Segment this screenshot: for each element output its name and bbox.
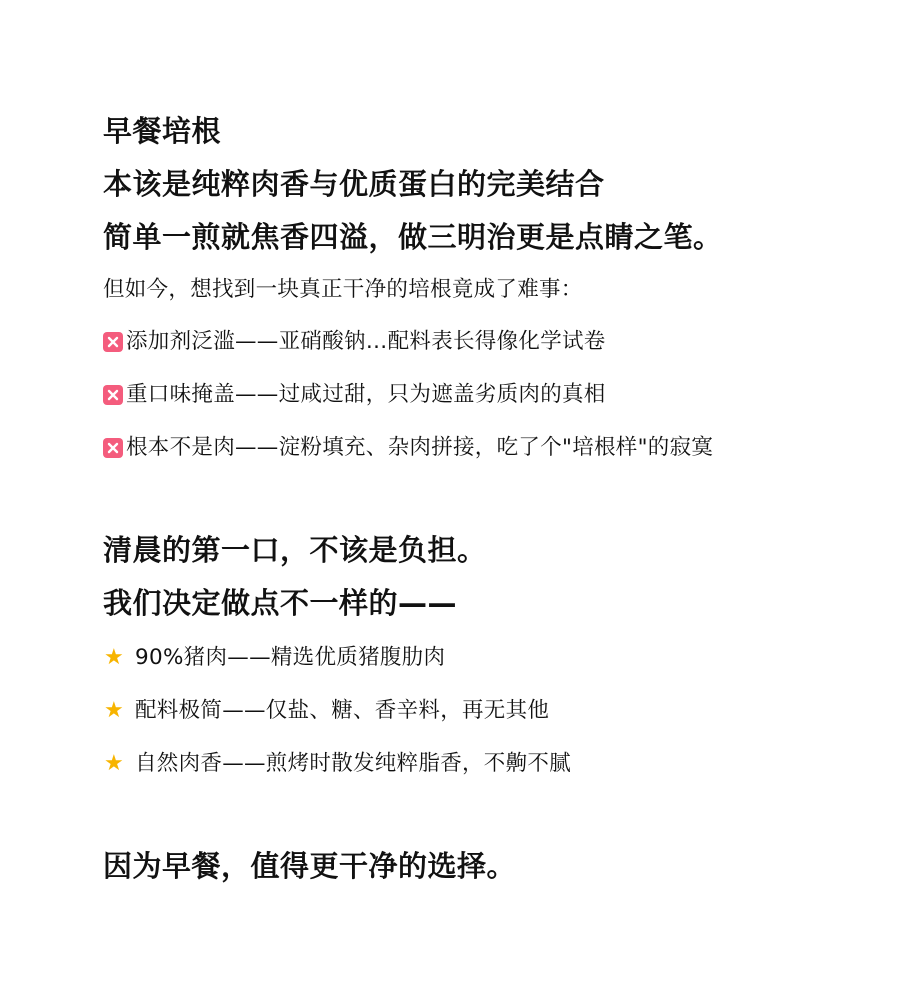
- article-title: 早餐培根: [103, 114, 222, 148]
- cross-mark-icon: [103, 438, 123, 458]
- star-icon: ★: [103, 698, 125, 723]
- feature-item: [103, 750, 571, 778]
- feature-text: 自然肉香——煎烤时散发纯粹脂香，不齁不腻: [135, 751, 572, 776]
- closing-line: 因为早餐，值得更干净的选择。: [103, 849, 517, 883]
- problem-lead: 但如今，想找到一块真正干净的培根竟成了难事：: [103, 277, 583, 302]
- intro-headline-1: 本该是纯粹肉香与优质蛋白的完美结合: [103, 167, 605, 201]
- problem-text: 重口味掩盖——过咸过甜，只为遮盖劣质肉的真相: [126, 382, 606, 407]
- star-icon: ★: [103, 751, 125, 776]
- feature-text: 配料极简——仅盐、糖、香辛料，再无其他: [135, 698, 550, 723]
- problem-item: [103, 328, 606, 356]
- problem-item: [103, 381, 606, 409]
- promise-headline-2: 我们决定做点不一样的——: [103, 586, 458, 620]
- intro-headline-2: 简单一煎就焦香四溢，做三明治更是点睛之笔。: [103, 220, 723, 254]
- problem-text: 添加剂泛滥——亚硝酸钠…配料表长得像化学试卷: [126, 329, 606, 354]
- cross-mark-icon: [103, 332, 123, 352]
- star-icon: ★: [103, 645, 125, 670]
- feature-item: [103, 644, 445, 672]
- promise-headline-1: 清晨的第一口，不该是负担。: [103, 533, 487, 567]
- feature-item: [103, 697, 549, 725]
- feature-text: 90%猪肉——精选优质猪腹肋肉: [135, 645, 446, 670]
- cross-mark-icon: [103, 385, 123, 405]
- problem-item: [103, 434, 713, 462]
- problem-text: 根本不是肉——淀粉填充、杂肉拼接，吃了个"培根样"的寂寞: [126, 435, 714, 460]
